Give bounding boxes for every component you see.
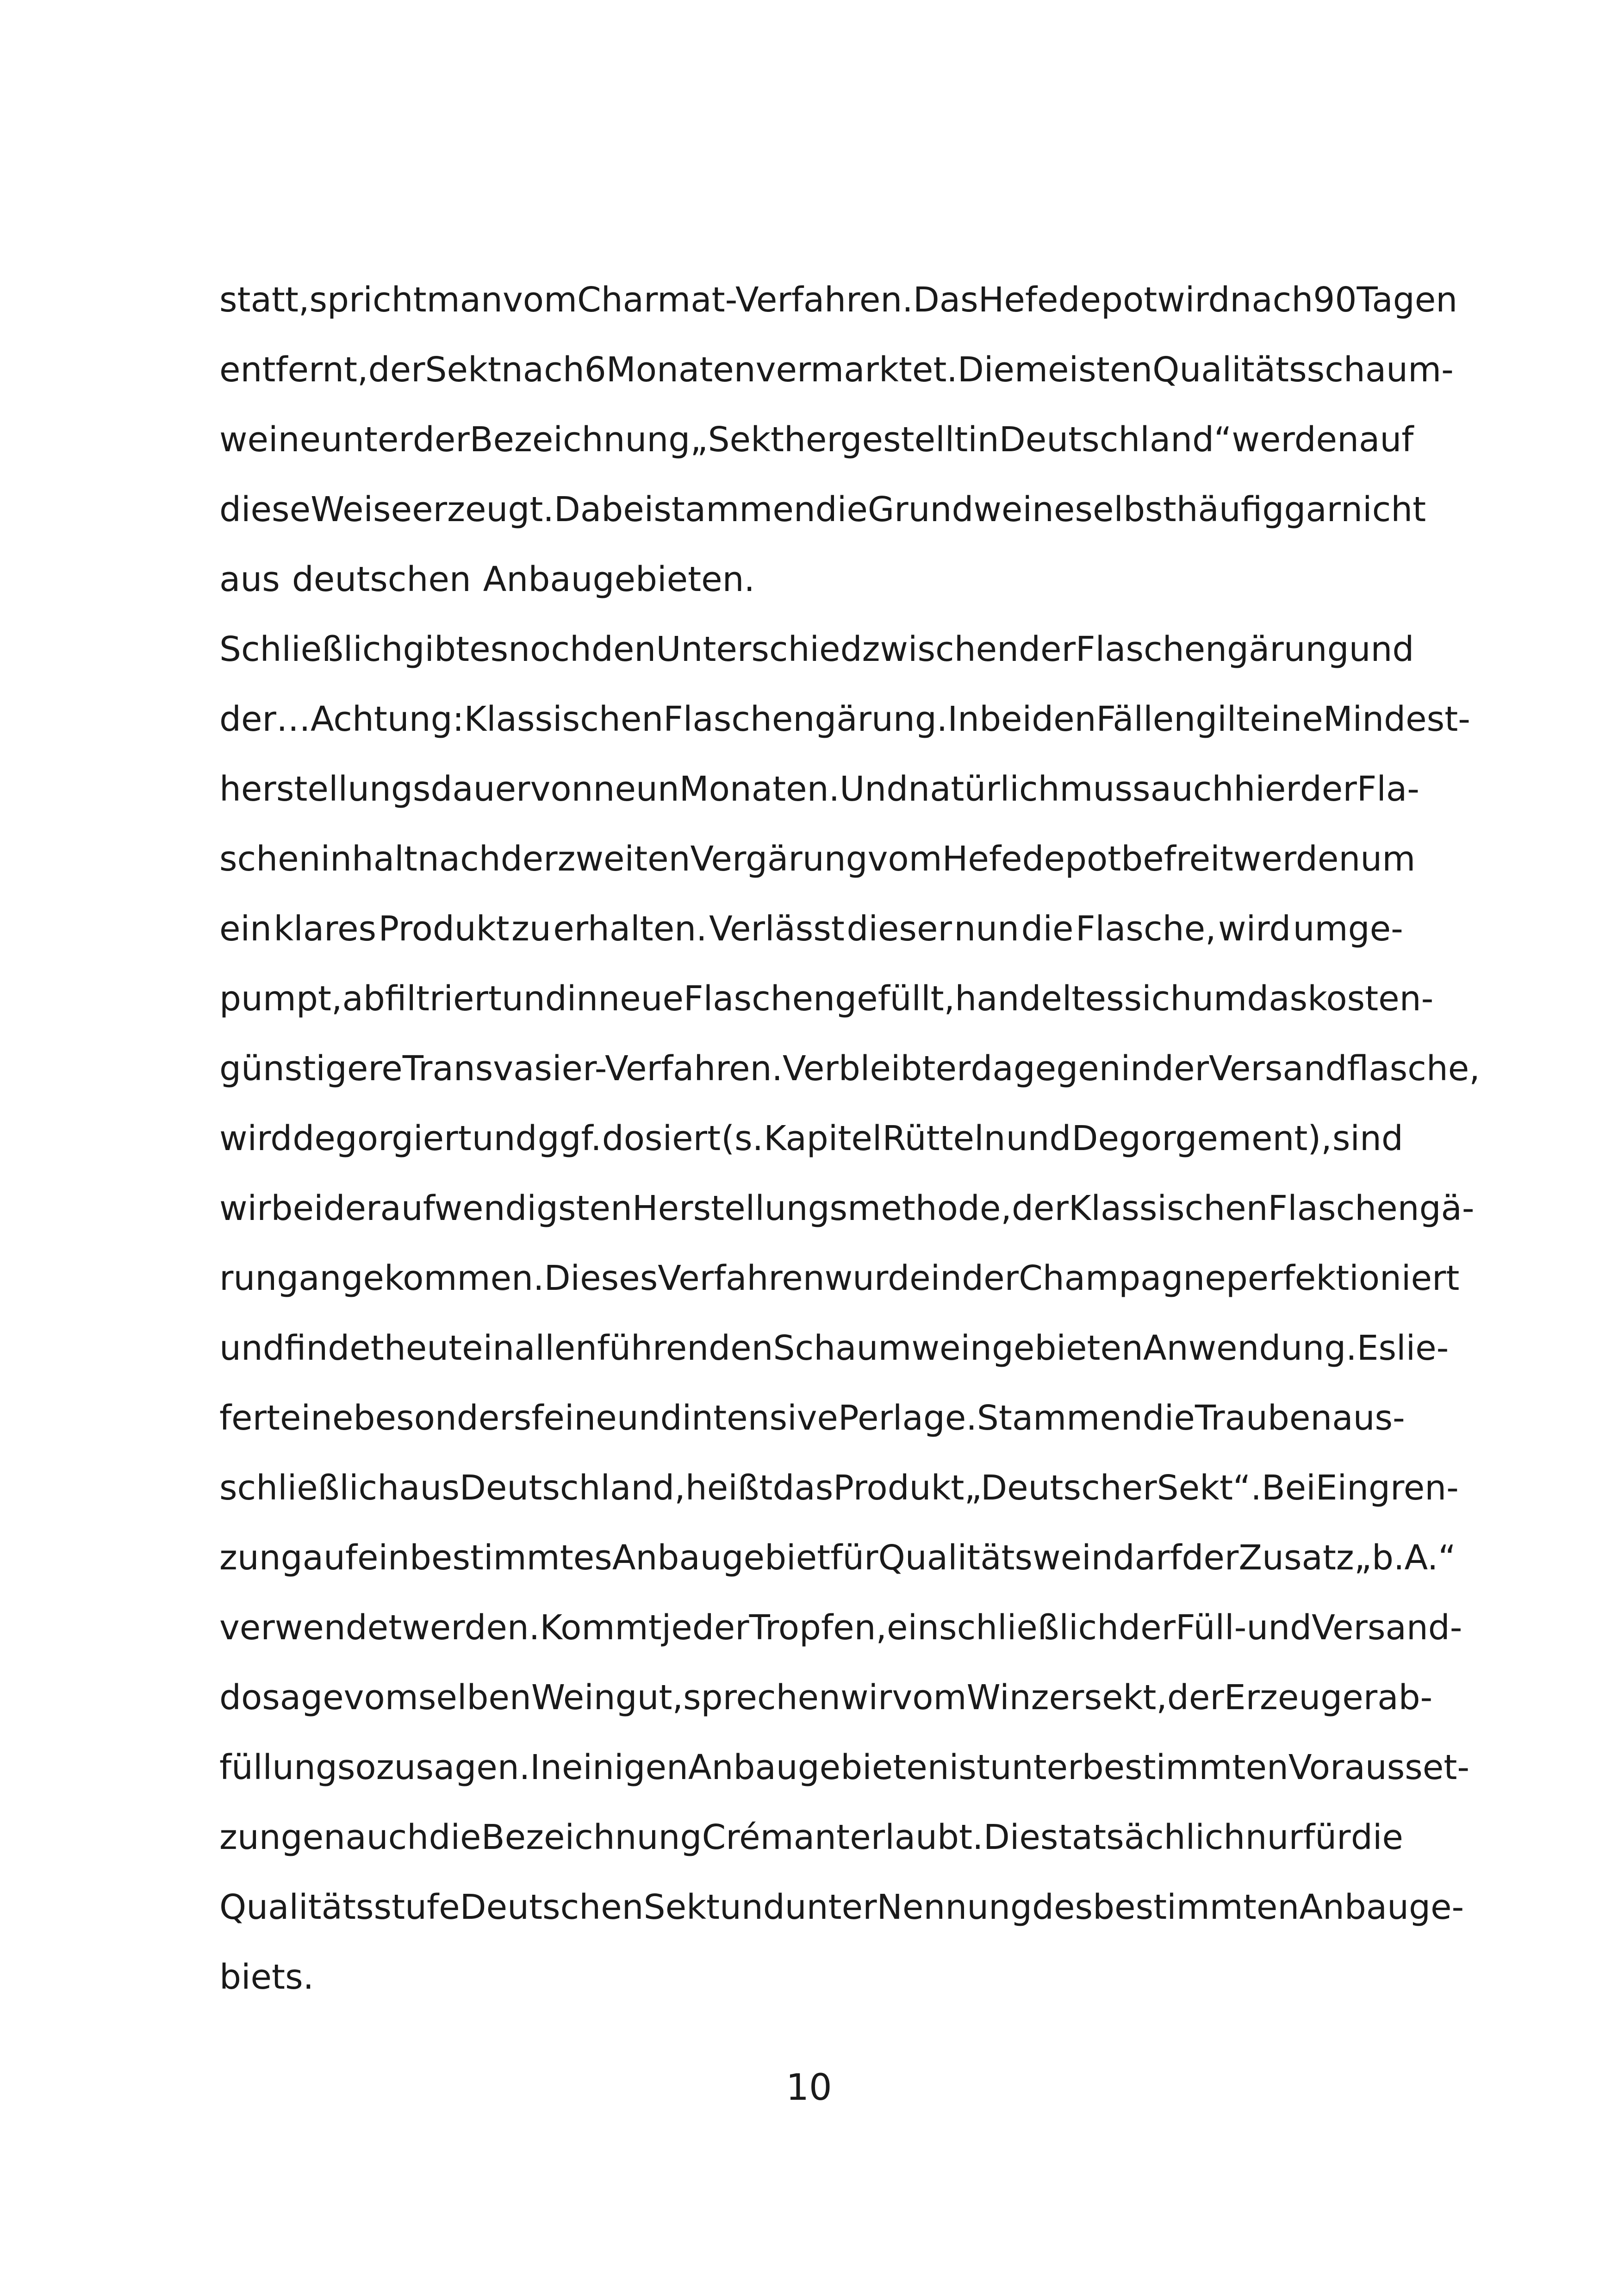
text-line: entfernt, der Sekt nach 6 Monaten vermarktet. Die meisten Qualitätsschaum- — [219, 350, 1454, 390]
text-line: wir bei der aufwendigsten Herstellungsmethode, der Klassischen Flaschengä- — [219, 1188, 1475, 1228]
text-line: der… Achtung: Klassischen Flaschengärung. In beiden Fällen gilt eine Mindest- — [219, 699, 1470, 739]
text-line: fert eine besonders feine und intensive Perlage. Stammen die Trauben aus- — [219, 1398, 1405, 1438]
text-line: ein klares Produkt zu erhalten. Verlässt dieser nun die Flasche, wird umge- — [219, 909, 1403, 949]
text-line: scheninhalt nach der zweiten Vergärung vom Hefedepot befreit werden um — [219, 839, 1416, 879]
body-text — [219, 273, 1480, 2020]
text-line: Schließlich gibt es noch den Unterschied zwischen der Flaschengärung und — [219, 629, 1414, 669]
text-line: zung auf ein bestimmtes Anbaugebiet für Qualitätswein darf der Zusatz „b.A.“ — [219, 1538, 1456, 1578]
page-number: 10 — [786, 2067, 832, 2109]
text-line: dosage vom selben Weingut, sprechen wir vom Winzersekt, der Erzeugerab- — [219, 1678, 1433, 1717]
text-line: rung angekommen. Dieses Verfahren wurde in der Champagne perfektioniert — [219, 1258, 1460, 1298]
text-line: pumpt, abfiltriert und in neue Flaschen gefüllt, handelt es sich um das kosten- — [219, 979, 1434, 1019]
text-line: füllung sozusagen. In einigen Anbaugebieten ist unter bestimmten Vorausset- — [219, 1748, 1470, 1787]
text-line: wird degorgiert und ggf. dosiert (s. Kapitel Rütteln und Degorgement), sind — [219, 1119, 1403, 1158]
text-line: zungen auch die Bezeichnung Crémant erlaubt. Dies tatsächlich nur für die — [219, 1817, 1403, 1857]
text-line: und findet heute in allen führenden Schaumweingebieten Anwendung. Es lie- — [219, 1328, 1449, 1368]
text-line: günstigere Transvasier-Verfahren. Verbleibt er dagegen in der Versandflasche, — [219, 1049, 1480, 1089]
text-line: diese Weise erzeugt. Dabei stammen die Grundweine selbst häufig gar nicht — [219, 490, 1426, 529]
text-line: schließlich aus Deutschland, heißt das Produkt „Deutscher Sekt“. Bei Eingren- — [219, 1468, 1459, 1508]
text-line: verwendet werden. Kommt jeder Tropfen, einschließlich der Füll- und Versand- — [219, 1608, 1462, 1648]
text-line: Qualitätsstufe Deutschen Sekt und unter Nennung des bestimmten Anbauge- — [219, 1887, 1464, 1927]
text-line: aus deutschen Anbaugebieten. — [219, 560, 755, 599]
text-line: biets. — [219, 1957, 314, 1997]
text-line: herstellungsdauer von neun Monaten. Und natürlich muss auch hier der Fla- — [219, 769, 1419, 809]
text-line: weine unter der Bezeichnung „Sekt hergestellt in Deutschland“ werden auf — [219, 420, 1414, 460]
text-line: statt, spricht man vom Charmat-Verfahren. Das Hefedepot wird nach 90 Tagen — [219, 280, 1458, 320]
